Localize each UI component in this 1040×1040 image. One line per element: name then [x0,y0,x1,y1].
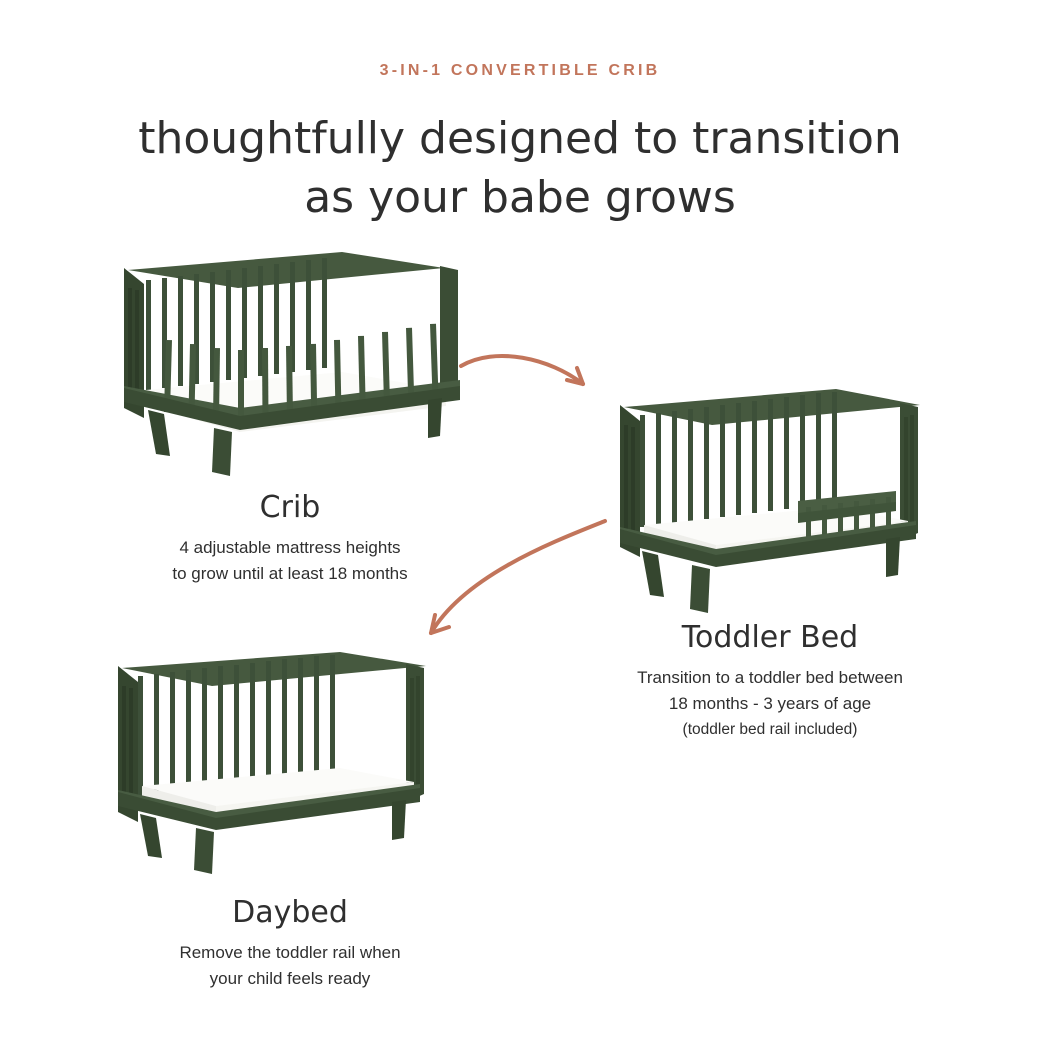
toddler-bed-desc-line-2: 18 months - 3 years of age [668,693,872,713]
crib-illustration [110,240,470,490]
daybed-title: Daybed [232,895,348,930]
page-title-line-2: as your babe grows [304,171,736,223]
crib-desc-line-2: to grow until at least 18 months [172,563,408,583]
toddler-bed-illustration [600,375,940,620]
crib-desc-line-1: 4 adjustable mattress heights [179,538,401,557]
page-title [0,110,1040,227]
toddler-bed-subnote: (toddler bed rail included) [682,721,858,738]
eyebrow-label: 3-IN-1 CONVERTIBLE CRIB [379,62,661,79]
crib-caption [80,490,500,586]
daybed-desc-line-1: Remove the toddler rail when [179,943,401,962]
toddler-bed-caption [550,620,990,741]
crib-title: Crib [259,490,321,525]
arrow-crib-to-toddler [455,350,615,420]
daybed-illustration [100,640,450,875]
toddler-bed-desc-line-1: Transition to a toddler bed between [637,668,903,687]
daybed-caption [70,895,510,991]
toddler-bed-title: Toddler Bed [681,620,859,655]
daybed-desc-line-2: your child feels ready [209,968,371,988]
page-title-line-1: thoughtfully designed to transition [138,113,902,164]
